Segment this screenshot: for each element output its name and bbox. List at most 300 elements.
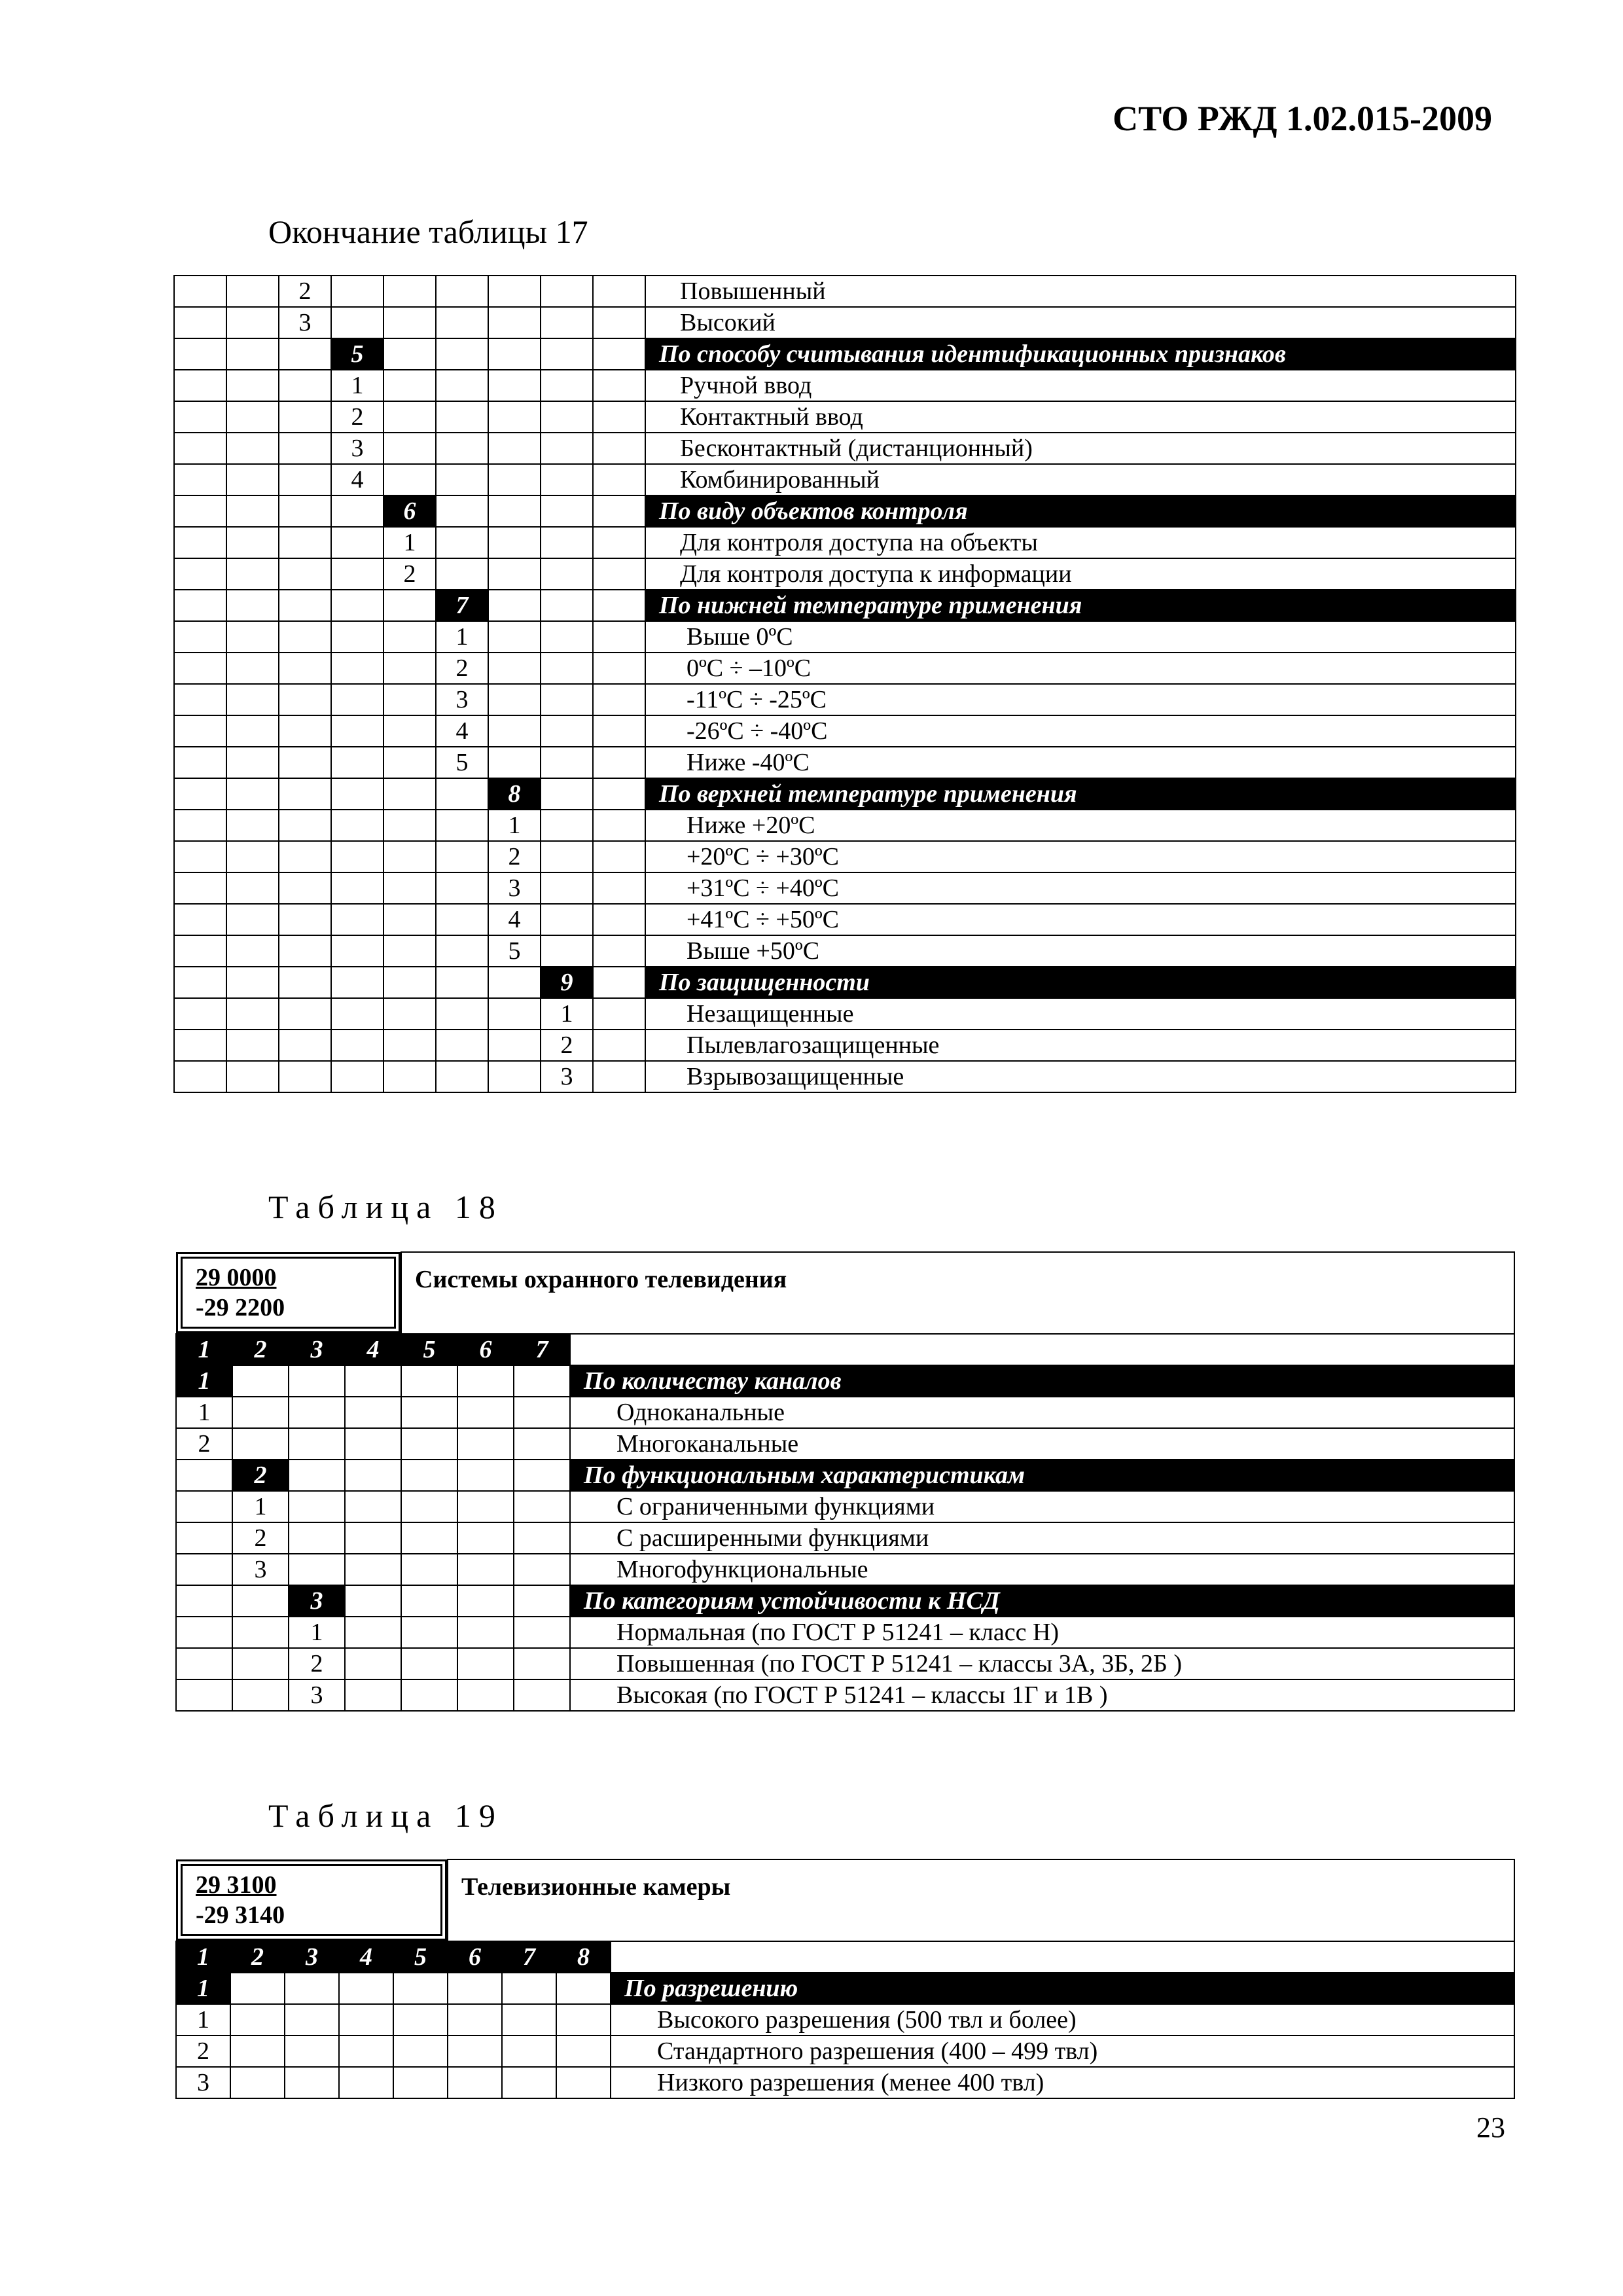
table19-empty-cell [285,2067,339,2098]
table18-empty-cell [176,1522,232,1554]
table17-row [174,464,1516,495]
table17-code-cell: 1 [541,998,593,1030]
table17-empty-cell [541,715,593,747]
table17-code-cell: 1 [436,621,488,653]
table18-empty-cell [289,1428,345,1460]
table17-description: Выше +50ºС [645,935,1516,967]
table17-empty-cell [331,1061,383,1092]
table18-empty-cell [457,1365,514,1397]
table17-description: Высокий [645,307,1516,338]
table18-empty-cell [514,1617,570,1648]
table17-empty-cell [436,433,488,464]
table17-empty-cell [593,653,645,684]
table17-empty-cell [383,715,436,747]
table17-description: 0ºС ÷ –10ºС [645,653,1516,684]
table17-code-cell: 4 [488,904,541,935]
table19-empty-cell [556,2036,611,2067]
table18-empty-cell [401,1491,457,1522]
table17-empty-cell [279,872,331,904]
table17-empty-cell [331,590,383,621]
table18-caption: Таблица 18 [268,1189,503,1225]
table18-empty-cell [176,1648,232,1679]
table18-empty-cell [514,1460,570,1491]
table17-empty-cell [436,872,488,904]
table17-empty-cell [488,747,541,778]
table17-description: Ниже +20ºС [645,810,1516,841]
table19-header-code: 4 [339,1941,393,1973]
table17-empty-cell [174,558,226,590]
table17-empty-cell [226,1030,279,1061]
table17-empty-cell [541,370,593,401]
table18-code-cell: 2 [289,1648,345,1679]
table17-empty-cell [541,495,593,527]
table18-empty-cell [457,1554,514,1585]
table19-code-cell: 1 [176,1973,230,2004]
table18-empty-cell [345,1460,401,1491]
table17-code-cell: 4 [436,715,488,747]
table17-empty-cell [383,621,436,653]
table17-row [174,401,1516,433]
table18-row [176,1648,1514,1679]
table17-empty-cell [593,998,645,1030]
table17-empty-cell [331,872,383,904]
table17-empty-cell [541,527,593,558]
table17-empty-cell [488,1030,541,1061]
table18-header-code: 3 [289,1334,345,1365]
page-number: 23 [1476,2111,1505,2144]
table17-empty-cell [226,495,279,527]
table18-empty-cell [345,1397,401,1428]
table17-code-cell: 7 [436,590,488,621]
table19-row [176,2036,1514,2067]
table17-empty-cell [541,307,593,338]
table17-empty-cell [279,590,331,621]
table17-empty-cell [174,967,226,998]
table18-empty-cell [514,1554,570,1585]
table17-row [174,558,1516,590]
table17-empty-cell [593,1030,645,1061]
table19-empty-cell [285,1973,339,2004]
table17-empty-cell [541,276,593,307]
table17-empty-cell [331,276,383,307]
table17-empty-cell [593,967,645,998]
table19-code-range-start: 29 3100 [196,1871,277,1899]
table17-empty-cell [226,590,279,621]
table17-description: Ручной ввод [645,370,1516,401]
table17-empty-cell [331,558,383,590]
table19-header-code: 8 [556,1941,611,1973]
table19-empty-cell [230,2067,285,2098]
table17-empty-cell [593,401,645,433]
table17-caption: Окончание таблицы 17 [268,213,588,250]
table17-empty-cell [174,433,226,464]
table19-code-frame [176,1859,447,1941]
table17-row [174,1061,1516,1092]
table17-empty-cell [541,621,593,653]
table17-empty-cell [541,747,593,778]
table18-empty-cell [514,1679,570,1711]
table18-empty-cell [232,1679,289,1711]
table18-empty-cell [457,1617,514,1648]
table17-code-cell: 3 [488,872,541,904]
table17-empty-cell [436,338,488,370]
table17-group-heading: По нижней температуре применения [645,590,1516,621]
table17-empty-cell [488,433,541,464]
table17-empty-cell [331,998,383,1030]
table17-empty-cell [383,967,436,998]
table17-code-cell: 2 [488,841,541,872]
table17-empty-cell [488,558,541,590]
table18-empty-cell [514,1491,570,1522]
table17-empty-cell [279,810,331,841]
table17-empty-cell [488,998,541,1030]
table18-code-cell: 2 [232,1460,289,1491]
table19-description: Низкого разрешения (менее 400 твл) [611,2067,1514,2098]
table18-code-cell: 3 [289,1585,345,1617]
table18-empty-cell [176,1554,232,1585]
table17-empty-cell [593,904,645,935]
table19-code-box [176,1859,448,1941]
table18-empty-cell [401,1679,457,1711]
table17-empty-cell [383,935,436,967]
table17-empty-cell [279,841,331,872]
table17-group-heading: По виду объектов контроля [645,495,1516,527]
table18-empty-cell [457,1585,514,1617]
table19-header-code: 6 [448,1941,502,1973]
table19-empty-cell [556,1973,611,2004]
table17-empty-cell [279,967,331,998]
table17-empty-cell [541,653,593,684]
table18-title-row [176,1252,1514,1334]
table17-empty-cell [226,778,279,810]
table17-empty-cell [279,935,331,967]
table17-empty-cell [593,841,645,872]
table18-empty-cell [345,1522,401,1554]
table18-group-heading: По количеству каналов [570,1365,1514,1397]
table17-empty-cell [436,1061,488,1092]
table17-empty-cell [331,778,383,810]
table17-empty-cell [174,527,226,558]
table18-code-range-start: 29 0000 [196,1264,277,1291]
table17-empty-cell [174,904,226,935]
table19-empty-cell [230,1973,285,2004]
table19 [175,1859,1515,2099]
table17-empty-cell [593,276,645,307]
table17-row [174,935,1516,967]
table17-row [174,495,1516,527]
table17-empty-cell [383,1061,436,1092]
table17-empty-cell [488,684,541,715]
table17-empty-cell [226,370,279,401]
table17-description: +20ºС ÷ +30ºС [645,841,1516,872]
table18-row [176,1679,1514,1711]
table17-code-cell: 5 [436,747,488,778]
table17-empty-cell [383,747,436,778]
table18-empty-cell [514,1428,570,1460]
table19-header-blank [611,1941,1514,1973]
table17-code-cell: 2 [541,1030,593,1061]
table17-empty-cell [488,1061,541,1092]
table17-description: -11ºС ÷ -25ºС [645,684,1516,715]
table18-empty-cell [232,1365,289,1397]
table17-empty-cell [331,527,383,558]
table17-row [174,527,1516,558]
table17-code-cell: 3 [436,684,488,715]
table18-group-heading: По категориям устойчивости к НСД [570,1585,1514,1617]
table17-empty-cell [226,338,279,370]
table18-empty-cell [401,1585,457,1617]
table19-header-row [176,1941,1514,1973]
table17-empty-cell [541,778,593,810]
table17-empty-cell [436,841,488,872]
table18-empty-cell [514,1397,570,1428]
table18-code-cell: 2 [176,1428,232,1460]
table18-empty-cell [457,1397,514,1428]
table18-code-cell: 1 [176,1397,232,1428]
table17-empty-cell [279,621,331,653]
table17-code-cell: 3 [541,1061,593,1092]
table17-empty-cell [174,810,226,841]
table17-empty-cell [226,872,279,904]
table17-empty-cell [279,1061,331,1092]
table17-code-cell: 3 [279,307,331,338]
table18-empty-cell [176,1679,232,1711]
table17-empty-cell [226,527,279,558]
table17-row [174,307,1516,338]
table17-empty-cell [174,338,226,370]
table18-empty-cell [457,1648,514,1679]
table17-empty-cell [174,872,226,904]
table17-empty-cell [436,558,488,590]
table17-code-cell: 8 [488,778,541,810]
table18-code-cell: 1 [289,1617,345,1648]
table17-empty-cell [436,998,488,1030]
table18-description: Одноканальные [570,1397,1514,1428]
table18-row [176,1460,1514,1491]
table17-empty-cell [488,370,541,401]
table17-empty-cell [279,558,331,590]
table17-empty-cell [226,715,279,747]
table17-empty-cell [541,684,593,715]
table17-empty-cell [279,684,331,715]
table18-empty-cell [345,1428,401,1460]
table17-empty-cell [541,401,593,433]
table17 [173,275,1516,1093]
table19-empty-cell [339,2067,393,2098]
table17-empty-cell [436,778,488,810]
table18-empty-cell [401,1648,457,1679]
table17-empty-cell [331,810,383,841]
table17-row [174,841,1516,872]
table17-empty-cell [541,904,593,935]
table17-empty-cell [541,872,593,904]
table19-empty-cell [448,2036,502,2067]
table18-empty-cell [514,1585,570,1617]
table17-empty-cell [488,967,541,998]
table17-row [174,998,1516,1030]
table17-empty-cell [488,621,541,653]
table17-empty-cell [174,307,226,338]
table17-empty-cell [331,904,383,935]
table17-empty-cell [331,935,383,967]
table18-header-code: 4 [345,1334,401,1365]
table18-header-code: 5 [401,1334,457,1365]
table17-description: Для контроля доступа к информации [645,558,1516,590]
table19-empty-cell [285,2036,339,2067]
table17-empty-cell [436,370,488,401]
table18-empty-cell [457,1679,514,1711]
table19-empty-cell [502,1973,556,2004]
table19-code-cell: 2 [176,2036,230,2067]
table19-empty-cell [556,2004,611,2036]
table17-empty-cell [331,307,383,338]
table17-empty-cell [383,653,436,684]
table17-empty-cell [593,810,645,841]
table17-empty-cell [226,998,279,1030]
table17-empty-cell [279,998,331,1030]
table17-empty-cell [593,935,645,967]
table17-empty-cell [488,464,541,495]
table17-empty-cell [593,590,645,621]
table17-row [174,338,1516,370]
table18-group-heading: По функциональным характеристикам [570,1460,1514,1491]
table17-code-cell: 2 [383,558,436,590]
table17-empty-cell [488,653,541,684]
table18-row [176,1397,1514,1428]
table17-empty-cell [279,778,331,810]
table18-title: Системы охранного телевидения [401,1252,1514,1334]
table19-code-range-end: -29 3140 [196,1901,285,1929]
table17-empty-cell [541,935,593,967]
table17-empty-cell [488,276,541,307]
table18-empty-cell [457,1522,514,1554]
table17-empty-cell [226,621,279,653]
table17-empty-cell [279,747,331,778]
table17-code-cell: 5 [331,338,383,370]
table17-row [174,872,1516,904]
table17-empty-cell [436,935,488,967]
table17-code-cell: 9 [541,967,593,998]
table17-group-heading: По способу считывания идентификационных признаков [645,338,1516,370]
table18-empty-cell [401,1460,457,1491]
table17-empty-cell [436,904,488,935]
table17-empty-cell [331,715,383,747]
table18-code-box [176,1252,401,1334]
table17-empty-cell [174,464,226,495]
table17-empty-cell [174,401,226,433]
table17-empty-cell [226,307,279,338]
table17-empty-cell [436,307,488,338]
table17-description: Незащищенные [645,998,1516,1030]
table17-code-cell: 1 [383,527,436,558]
table17-code-cell: 1 [488,810,541,841]
table17-empty-cell [331,747,383,778]
table17-empty-cell [383,998,436,1030]
table17-empty-cell [593,715,645,747]
table18-row [176,1585,1514,1617]
table17-empty-cell [383,590,436,621]
table18-empty-cell [289,1397,345,1428]
document-code: СТО РЖД 1.02.015-2009 [1113,99,1492,138]
table17-empty-cell [436,810,488,841]
table17-empty-cell [541,841,593,872]
table17-empty-cell [226,935,279,967]
table19-code-cell: 3 [176,2067,230,2098]
table19-header-code: 1 [176,1941,230,1973]
table19-description: Высокого разрешения (500 твл и более) [611,2004,1514,2036]
table18-code-cell: 1 [232,1491,289,1522]
table18-empty-cell [401,1397,457,1428]
table17-description: Выше 0ºС [645,621,1516,653]
table17-empty-cell [593,1061,645,1092]
table18-description: Многофункциональные [570,1554,1514,1585]
table19-empty-cell [502,2036,556,2067]
table19-title: Телевизионные камеры [448,1859,1514,1941]
table17-empty-cell [331,653,383,684]
table17-empty-cell [174,998,226,1030]
table17-row [174,653,1516,684]
table17-empty-cell [174,653,226,684]
table17-description: Повышенный [645,276,1516,307]
table18-empty-cell [232,1648,289,1679]
table17-empty-cell [331,621,383,653]
table17-empty-cell [226,684,279,715]
table18-empty-cell [176,1617,232,1648]
table17-description: Для контроля доступа на объекты [645,527,1516,558]
table17-row [174,747,1516,778]
table17-empty-cell [593,527,645,558]
table17-empty-cell [226,464,279,495]
table17-empty-cell [174,1061,226,1092]
table18-empty-cell [345,1648,401,1679]
table18-empty-cell [345,1554,401,1585]
table18-empty-cell [514,1648,570,1679]
table17-empty-cell [279,338,331,370]
table17-empty-cell [174,621,226,653]
table17-description: Взрывозащищенные [645,1061,1516,1092]
table19-row [176,2004,1514,2036]
table17-empty-cell [226,747,279,778]
table18-row [176,1365,1514,1397]
table18-empty-cell [401,1428,457,1460]
table17-empty-cell [383,904,436,935]
table17-row [174,590,1516,621]
table17-empty-cell [541,338,593,370]
table18-empty-cell [289,1554,345,1585]
table17-empty-cell [331,495,383,527]
table18-row [176,1522,1514,1554]
table19-empty-cell [339,2036,393,2067]
table17-empty-cell [383,464,436,495]
table18-empty-cell [345,1679,401,1711]
table17-empty-cell [541,464,593,495]
table19-empty-cell [230,2004,285,2036]
table17-code-cell: 2 [436,653,488,684]
table17-empty-cell [488,590,541,621]
table17-empty-cell [383,872,436,904]
table18-header-code: 2 [232,1334,289,1365]
table18-header-code: 7 [514,1334,570,1365]
table17-row [174,715,1516,747]
table17-empty-cell [174,590,226,621]
table17-empty-cell [174,684,226,715]
table17-empty-cell [279,904,331,935]
table19-empty-cell [393,2036,448,2067]
table17-empty-cell [279,370,331,401]
table19-row [176,1973,1514,2004]
table17-empty-cell [331,841,383,872]
table19-empty-cell [448,2067,502,2098]
